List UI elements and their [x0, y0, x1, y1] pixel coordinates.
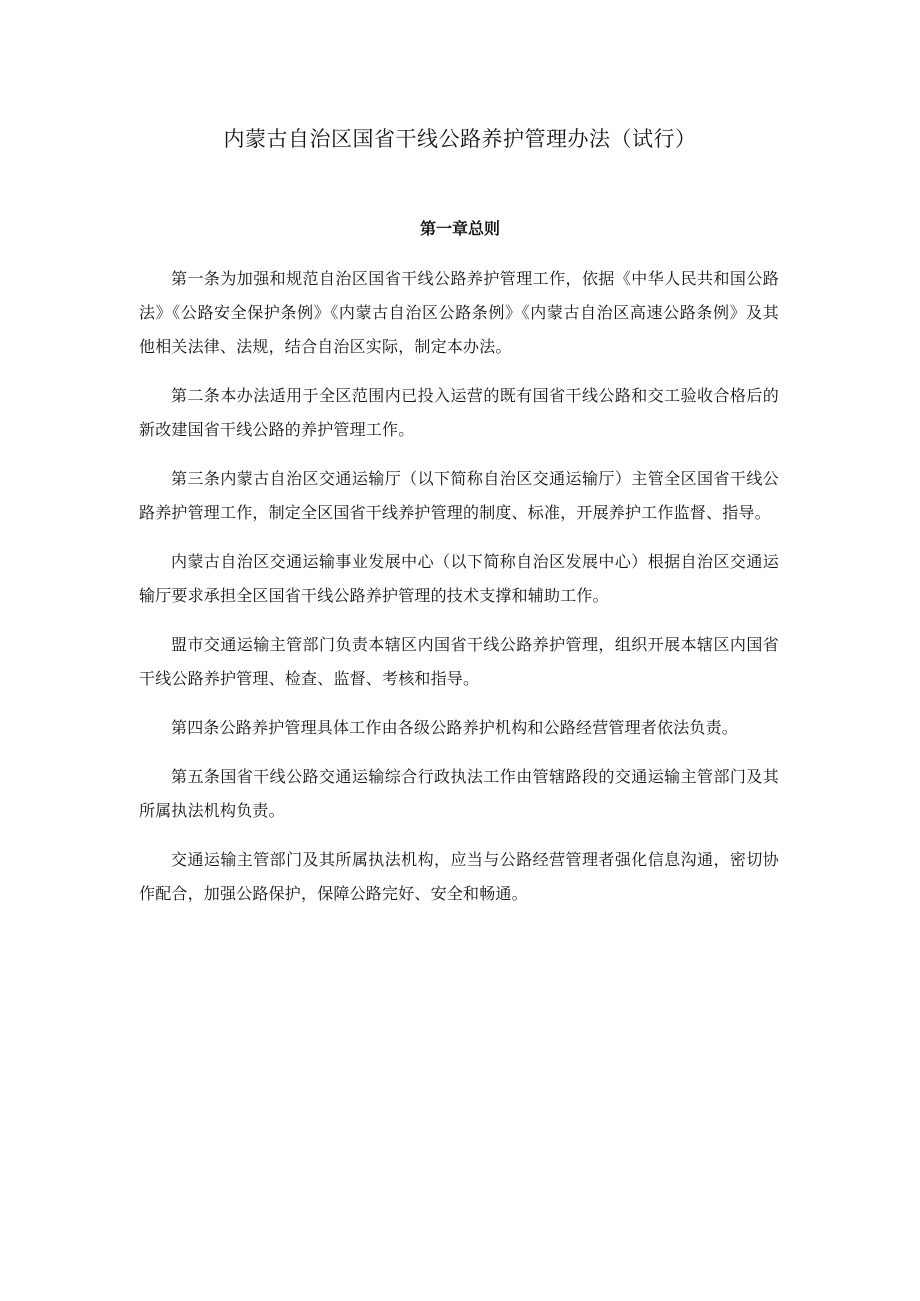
document-title: 内蒙古自治区国省干线公路养护管理办法（试行）: [223, 127, 697, 151]
paragraph-league-city-departments: 盟市交通运输主管部门负责本辖区内国省干线公路养护管理，组织开展本辖区内国省干线公路养护管理、检查、监督、考核和指导。: [139, 635, 779, 688]
paragraph-article-3: 第三条内蒙古自治区交通运输厅（以下简称自治区交通运输厅）主管全区国省干线公路养护管理工作，制定全区国省干线养护管理的制度、标准，开展养护工作监督、指导。: [139, 469, 779, 522]
chapter-title: 第一章总则: [419, 219, 500, 238]
document-body: [139, 262, 779, 926]
paragraph-development-center: 内蒙古自治区交通运输事业发展中心（以下简称自治区发展中心）根据自治区交通运输厅要求承担全区国省干线公路养护管理的技术支撑和辅助工作。: [139, 552, 779, 605]
paragraph-article-5: 第五条国省干线公路交通运输综合行政执法工作由管辖路段的交通运输主管部门及其所属执法机构负责。: [139, 767, 779, 820]
paragraph-article-1: 第一条为加强和规范自治区国省干线公路养护管理工作，依据《中华人民共和国公路法》《公路安全保护条例》《内蒙古自治区公路条例》《内蒙古自治区高速公路条例》及其他相关法律、法规，结合自治区实际，制定本办法。: [139, 269, 779, 356]
paragraph-coordination: 交通运输主管部门及其所属执法机构，应当与公路经营管理者强化信息沟通，密切协作配合，加强公路保护，保障公路完好、安全和畅通。: [139, 850, 779, 903]
paragraph-article-4: 第四条公路养护管理具体工作由各级公路养护机构和公路经营管理者依法负责。: [171, 718, 739, 737]
paragraph-article-2: 第二条本办法适用于全区范围内已投入运营的既有国省干线公路和交工验收合格后的新改建国省干线公路的养护管理工作。: [139, 386, 779, 439]
